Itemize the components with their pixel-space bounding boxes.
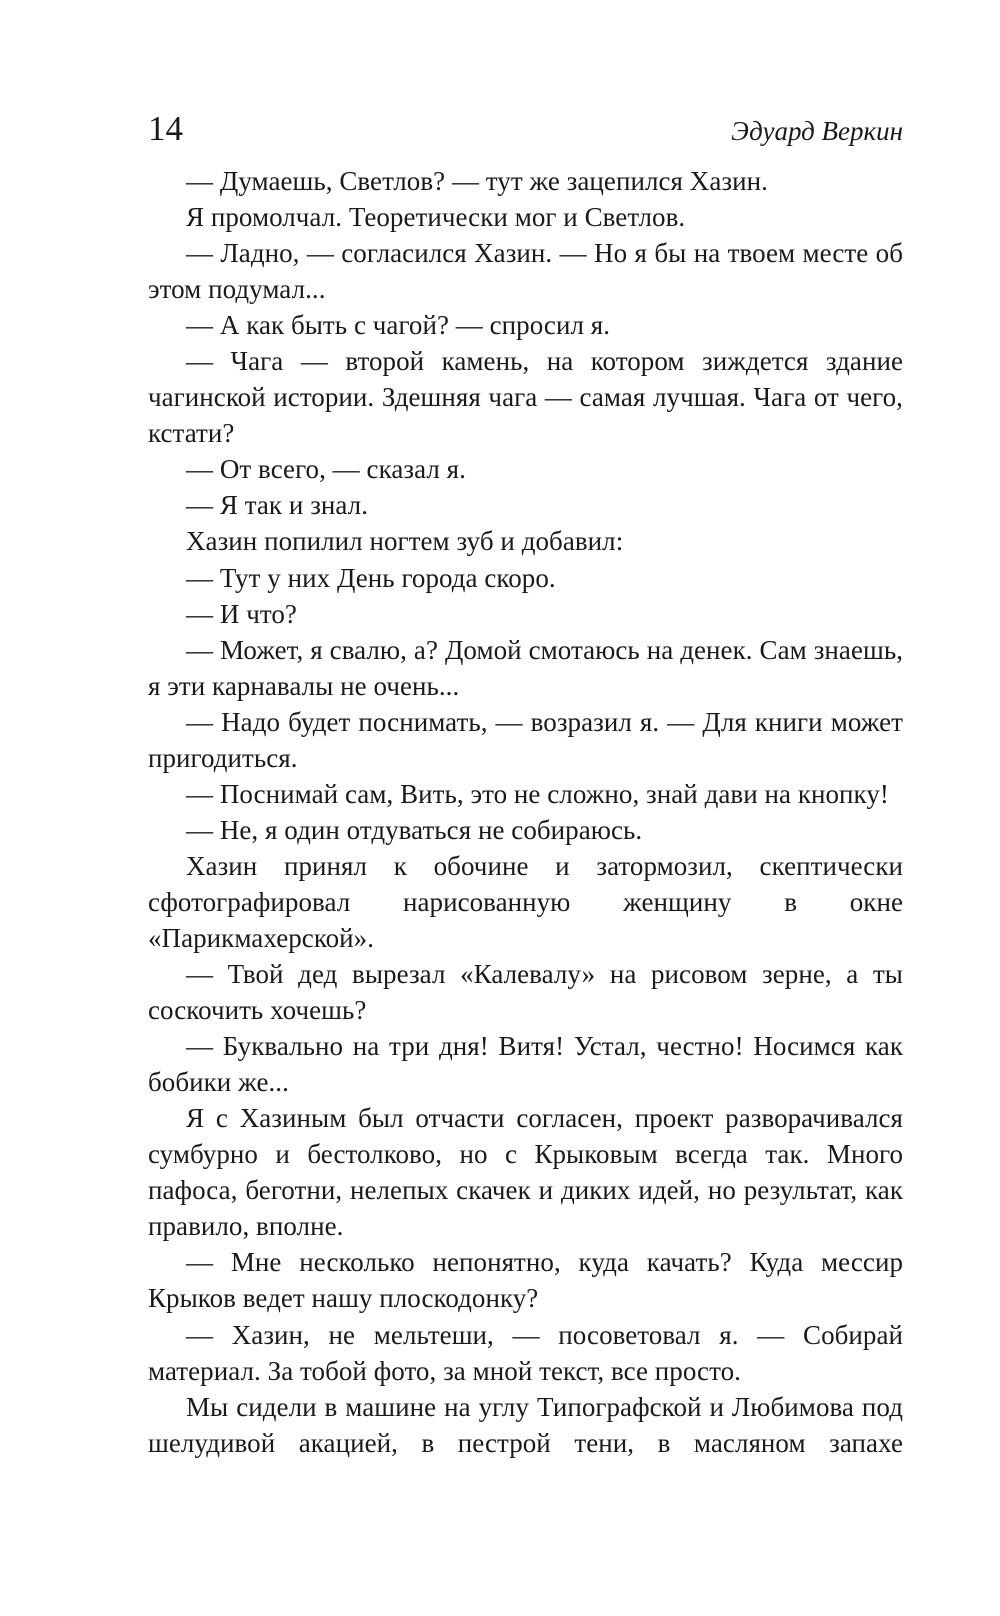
paragraph: — Поснимай сам, Вить, это не сложно, знай дави на кнопку! xyxy=(186,778,889,809)
paragraph: — Мне несколько непонятно, куда качать? Куда мессир Крыков ведет нашу плоскодонку? xyxy=(148,1247,903,1314)
page-number: 14 xyxy=(148,109,183,148)
paragraph: Хазин принял к обочине и затормозил, скептически сфотографировал нарисованную женщину в окне «Парикмахерской». xyxy=(148,850,903,953)
paragraph: — Я так и знал. xyxy=(186,490,368,521)
paragraph: — А как быть с чагой? — спросил я. xyxy=(186,310,611,341)
paragraph: — И что? xyxy=(186,598,297,629)
paragraph: — Думаешь, Светлов? — тут же зацепился Хазин. xyxy=(186,166,768,196)
paragraph: — От всего, — сказал я. xyxy=(186,454,466,485)
book-page xyxy=(148,0,903,1616)
paragraph: — Буквально на три дня! Витя! Устал, честно! Носимся как бобики же... xyxy=(148,1031,903,1098)
paragraph: — Надо будет поснимать, — возразил я. — Для книги может пригодиться. xyxy=(148,706,903,773)
paragraph: Хазин попилил ногтем зуб и добавил: xyxy=(186,526,624,557)
body-text xyxy=(148,163,903,1461)
page-header xyxy=(148,107,903,151)
paragraph: Я с Хазиным был отчасти согласен, проект разворачивался сумбурно и бестолково, но с Крыковым всегда так. Много пафоса, беготни, нелепых скачек и диких идей, но результат, как правило, вполне. xyxy=(148,1103,903,1242)
paragraph: — Ладно, — согласился Хазин. — Но я бы на твоем месте об этом подумал... xyxy=(148,238,903,305)
paragraph: — Может, я свалю, а? Домой смотаюсь на денек. Сам знаешь, я эти карнавалы не очень... xyxy=(148,634,903,701)
paragraph: — Хазин, не мельтеши, — посоветовал я. — Собирай материал. За тобой фото, за мной текст, все просто. xyxy=(148,1319,903,1386)
paragraph: Мы сидели в машине на углу Типографской и Любимова под шелудивой акацией, в пестрой тени, в масляном запахе xyxy=(148,1391,903,1458)
paragraph: — Тут у них День города скоро. xyxy=(186,562,556,593)
paragraph: — Не, я один отдуваться не собираюсь. xyxy=(186,814,643,845)
paragraph: — Чага — второй камень, на котором зиждется здание чагинской истории. Здешняя чага — самая лучшая. Чага от чего, кстати? xyxy=(148,346,903,449)
running-head-author: Эдуард Веркин xyxy=(731,116,903,146)
paragraph: Я промолчал. Теоретически мог и Светлов. xyxy=(186,202,686,233)
paragraph: — Твой дед вырезал «Калевалу» на рисовом зерне, а ты соскочить хочешь? xyxy=(148,959,903,1026)
